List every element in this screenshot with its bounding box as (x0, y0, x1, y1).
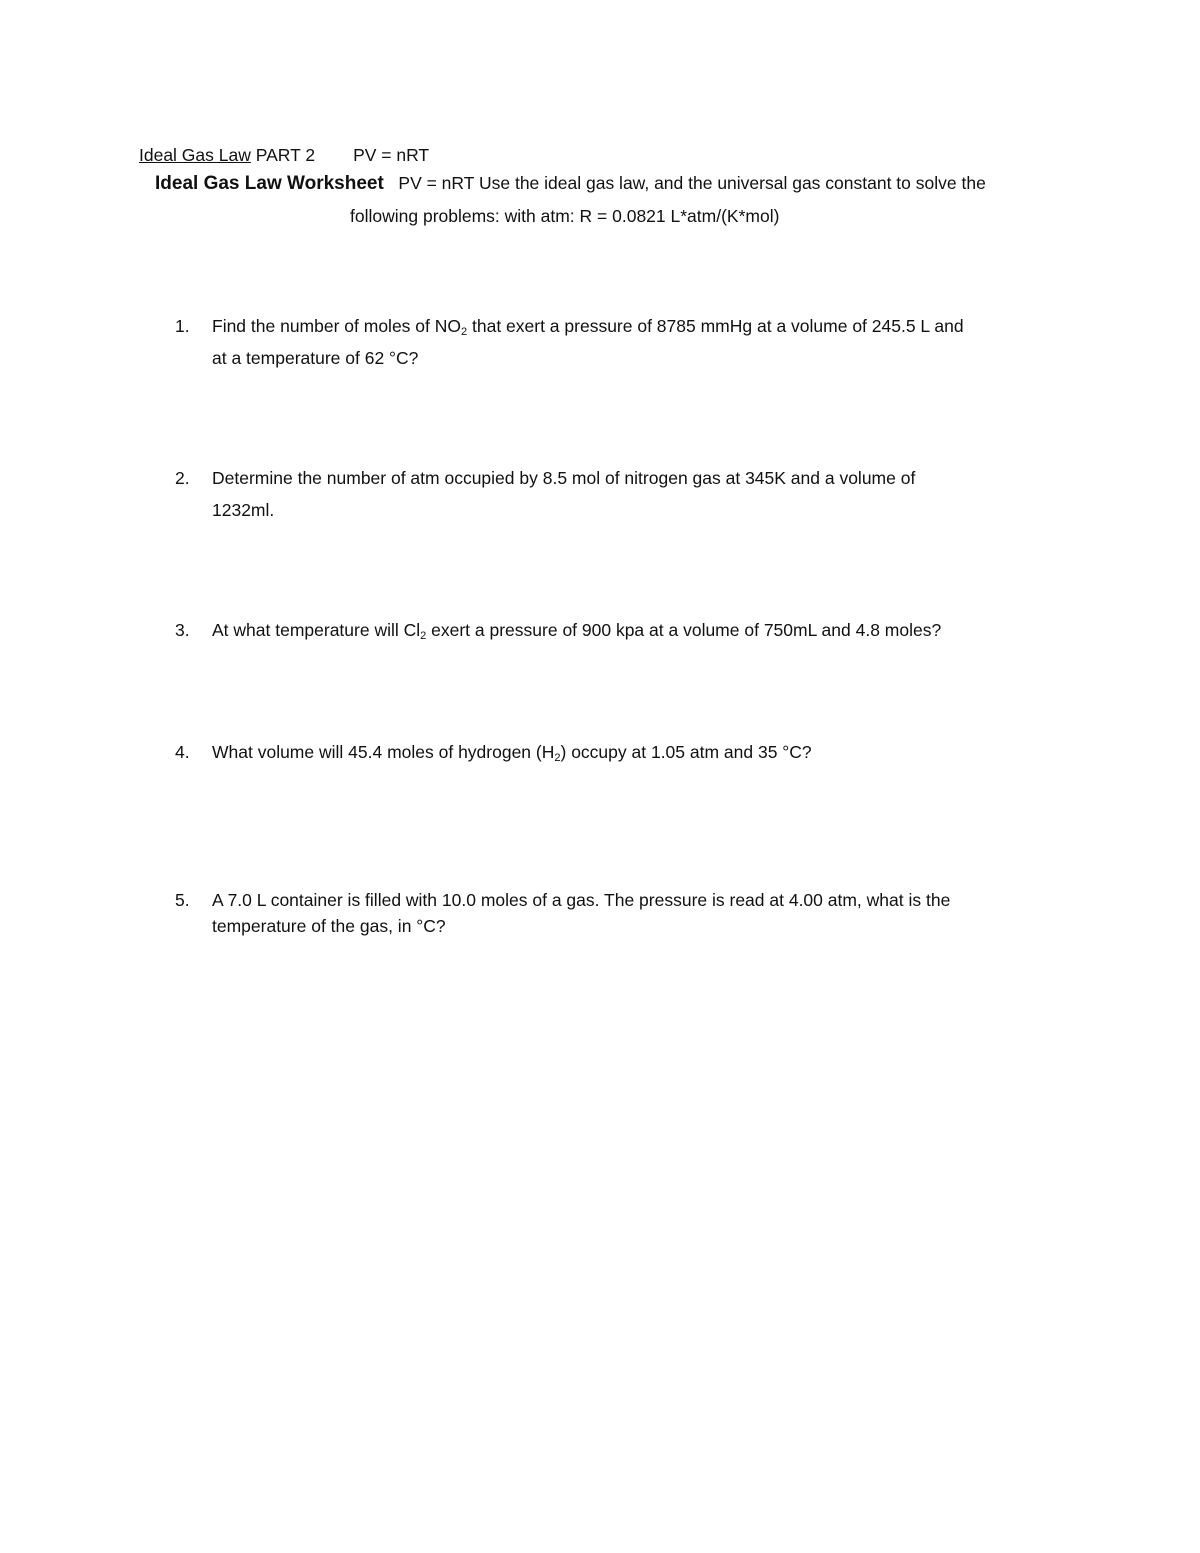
question-text: At what temperature will $Cl_2$ exert a pressure of 900 kpa at a volume of 750mL and 4.8 moles? (212, 620, 942, 642)
header-title-line (139, 145, 429, 166)
title-part: PART 2 (250, 145, 316, 165)
question-text-line2: 1232ml. (212, 500, 275, 520)
question-number: 1. (175, 316, 190, 336)
question-text: Find the number of moles of $NO_2$ that exert a pressure of 8785 mmHg at a volume of 245.5 L and (212, 316, 964, 338)
title-formula: PV = nRT (353, 145, 430, 165)
question-text: A 7.0 L container is filled with 10.0 moles of a gas. The pressure is read at 4.00 atm, what is the (212, 890, 951, 910)
instructions-line1: PV = nRT Use the ideal gas law, and the universal gas constant to solve the (398, 173, 986, 193)
question-number: 5. (175, 890, 190, 910)
question-text-line2: at a temperature of 62 °C? (212, 348, 419, 368)
question-text-line2: temperature of the gas, in °C? (212, 916, 446, 936)
question-number: 4. (175, 742, 190, 762)
question-text: What volume will 45.4 moles of hydrogen $(H_2)$ occupy at 1.05 atm and 35 °C? (212, 742, 812, 764)
question-text: Determine the number of atm occupied by 8.5 mol of nitrogen gas at 345K and a volume of (212, 468, 916, 488)
instructions-line2: following problems: with atm: R = 0.0821 L*atm/(K*mol) (350, 206, 780, 226)
worksheet-title: Ideal Gas Law Worksheet (155, 173, 384, 194)
question-number: 2. (175, 468, 190, 488)
question-number: 3. (175, 620, 190, 640)
worksheet-heading-line (155, 173, 986, 195)
title-underlined: Ideal Gas Law (139, 145, 251, 165)
